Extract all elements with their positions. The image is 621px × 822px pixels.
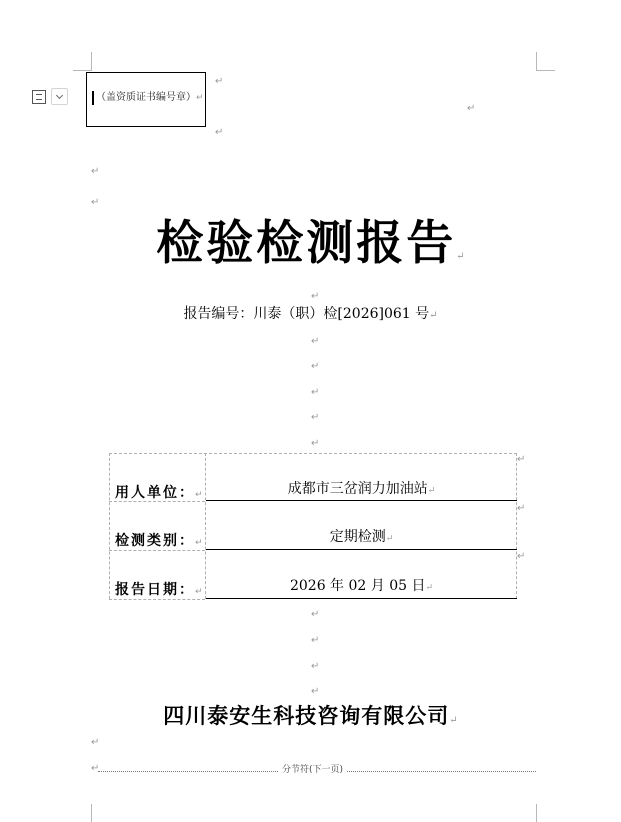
field-underline bbox=[206, 598, 517, 599]
crop-mark-bottom-right bbox=[536, 804, 555, 822]
paragraph-mark: ↵ bbox=[311, 387, 320, 398]
field-label-report-date: 报告日期：↵ bbox=[115, 582, 203, 598]
paragraph-mark: ↵ bbox=[91, 197, 100, 208]
paragraph-mark: ↵ bbox=[311, 361, 320, 372]
paragraph-mark: ↵ bbox=[311, 609, 320, 620]
field-label-test-type: 检测类别：↵ bbox=[115, 533, 203, 549]
section-break-label: 分节符(下一页) bbox=[279, 764, 346, 776]
field-underline bbox=[206, 549, 517, 550]
paragraph-mark: ↵ bbox=[311, 336, 320, 347]
paragraph-mark: ↵ bbox=[91, 737, 100, 748]
paragraph-mark: ↵ bbox=[467, 103, 476, 114]
row-end-mark: ↵ bbox=[517, 551, 526, 562]
paragraph-mark: ↵ bbox=[311, 291, 320, 302]
field-value-test-type[interactable]: 定期检测↵ bbox=[329, 529, 394, 545]
row-end-mark: ↵ bbox=[517, 454, 526, 465]
company-name: 四川泰安生科技咨询有限公司↵ bbox=[163, 703, 458, 728]
paragraph-mark: ↵ bbox=[311, 661, 320, 672]
crop-mark-bottom-left bbox=[73, 804, 92, 822]
field-value-report-date[interactable]: 2026 年 02 月 05 日↵ bbox=[289, 578, 434, 594]
document-title: 检验检测报告↵ bbox=[156, 216, 465, 271]
crop-mark-top-left bbox=[73, 52, 92, 71]
paragraph-mark: ↵ bbox=[91, 763, 100, 774]
paragraph-mark: ↵ bbox=[311, 438, 320, 449]
paragraph-mark: ↵ bbox=[215, 76, 224, 87]
stamp-note: （盖资质证书编号章）↵ bbox=[92, 91, 204, 105]
paragraph-mark: ↵ bbox=[311, 412, 320, 423]
field-underline bbox=[206, 500, 517, 501]
crop-mark-top-right bbox=[536, 52, 555, 71]
paragraph-mark: ↵ bbox=[215, 127, 224, 138]
paragraph-mark: ↵ bbox=[311, 635, 320, 646]
report-number: 报告编号：川泰（职）检[2026]061 号↵ bbox=[183, 306, 438, 322]
field-label-employer: 用人单位：↵ bbox=[115, 485, 203, 501]
row-end-mark: ↵ bbox=[517, 503, 526, 514]
paragraph-mark: ↵ bbox=[311, 686, 320, 697]
page-layout-icon[interactable] bbox=[32, 90, 46, 104]
paragraph-mark: ↵ bbox=[91, 166, 100, 177]
field-value-employer[interactable]: 成都市三岔润力加油站↵ bbox=[287, 481, 436, 497]
chevron-down-icon[interactable] bbox=[51, 88, 68, 105]
